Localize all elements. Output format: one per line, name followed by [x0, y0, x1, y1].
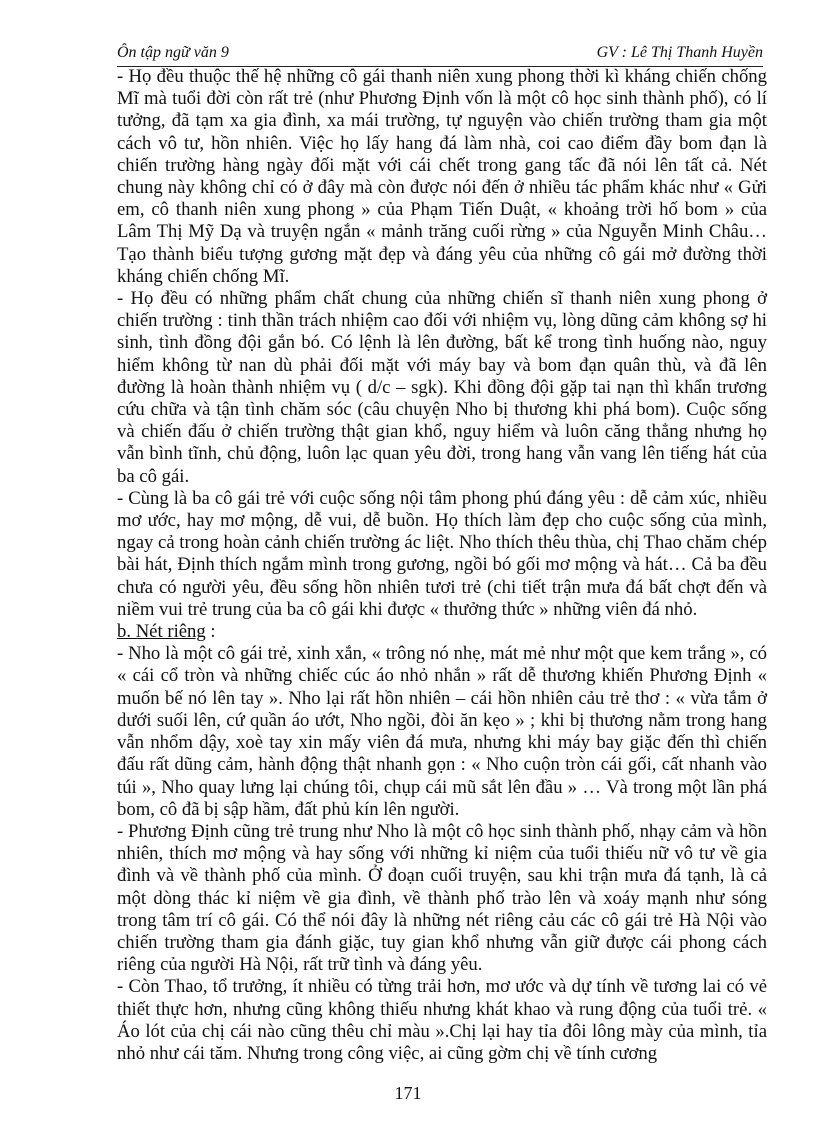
page-number: 171	[394, 1083, 422, 1103]
paragraph-5: - Phương Định cũng trẻ trung như Nho là một cô học sinh thành phố, nhạy cảm và hồn nhiên, thích mơ mộng và hay sống với những kỉ niệm của tuổi thiếu nữ vô tư về gia đình và về thành phố của mình. Ở đoạn cuối truyện, sau khi trận mưa đá tạnh, là cả một dòng thác kỉ niệm về gia đình, về thành phố trào lên và xoáy mạnh như sóng trong tâm trí cô gái. Có thể nói đây là những nét riêng cảu các cô gái trẻ Hà Nội vào chiến trường tham gia đánh giặc, tuy gian khổ nhưng vẫn giữ được cái phong cách riêng của người Hà Nội, rất trữ tình và đáng yêu.	[117, 820, 767, 976]
section-heading-line	[117, 621, 767, 643]
paragraph-6: - Còn Thao, tổ trưởng, ít nhiều có từng trải hơn, mơ ước và dự tính về tương lai có vẻ thiết thực hơn, nhưng cũng không thiếu nhưng khát khao và rung động của tuổi trẻ. « Áo lót của chị cái nào cũng thêu chỉ màu ».Chị lại hay tỉa đôi lông mày của mình, tỉa nhỏ như cái tăm. Nhưng trong công việc, ai cũng gờm chị về tính cương	[117, 976, 767, 1064]
paragraph-4: - Nho là một cô gái trẻ, xinh xắn, « trông nó nhẹ, mát mẻ như một que kem trắng », có « cái cổ tròn và những chiếc cúc áo nhỏ nhắn » rất dễ thương khiến Phương Định « muốn bế nó lên tay ». Nho lại rất hồn nhiên – cái hồn nhiên cảu trẻ thơ : « vừa tắm ở dưới suối lên, cứ quần áo ướt, Nho ngồi, đòi ăn kẹo » ; khi bị thương nằm trong hang vẫn nhổm dậy, xoè tay xin mấy viên đá mưa, nhưng khi máy bay giặc đến thì chiến đấu rất dũng cảm, hành động thật nhanh gọn : « Nho cuộn tròn cái gối, cất nhanh vào túi », Nho quay lưng lại chúng tôi, chụp cái mũ sắt lên đầu » … Và trong một lần phá bom, cô đã bị sập hầm, đất phủ kín lên người.	[117, 643, 767, 820]
document-body	[117, 66, 767, 1065]
paragraph-1: - Họ đều thuộc thế hệ những cô gái thanh niên xung phong thời kì kháng chiến chống Mĩ mà tuổi đời còn rất trẻ (như Phương Định vốn là một cô học sinh thành phố), có lí tưởng, đã tạm xa gia đình, xa mái trường, tự nguyện vào chiến trường tham gia một cách vô tư, hồn nhiên. Việc họ lấy hang đá làm nhà, coi cao điểm đầy bom đạn là chiến trường hàng ngày đối mặt với cái chết trong gang tấc đã nói lên tất cả. Nét chung này không chỉ có ở đây mà còn được nói đến ở nhiều tác phẩm khác như « Gửi em, cô thanh niên xung phong » của Phạm Tiến Duật, « khoảng trời hố bom » của Lâm Thị Mỹ Dạ và truyện ngắn « mảnh trăng cuối rừng » của Nguyễn Minh Châu… Tạo thành biểu tượng gương mặt đẹp và đáng yêu của những cô gái mở đường thời kháng chiến chống Mĩ.	[117, 66, 767, 287]
section-heading: b. Nét riêng	[117, 621, 206, 643]
header-teacher: GV : Lê Thị Thanh Huyền	[596, 44, 763, 61]
section-heading-suffix: :	[205, 621, 216, 643]
page-header	[117, 44, 763, 67]
paragraph-3: - Cùng là ba cô gái trẻ với cuộc sống nội tâm phong phú đáng yêu : dễ cảm xúc, nhiều mơ ước, hay mơ mộng, dễ vui, dễ buồn. Họ thích làm đẹp cho cuộc sống của mình, ngay cả trong hoàn cảnh chiến trường ác liệt. Nho thích thêu thùa, chị Thao chăm chép bài hát, Định thích ngắm mình trong gương, ngồi bó gối mơ mộng và hát… Cả ba đều chưa có người yêu, đều sống hồn nhiên tươi trẻ (chi tiết trận mưa đá bất chợt đến và niềm vui trẻ trung của ba cô gái khi được « thưởng thức » những viên đá nhỏ.	[117, 487, 767, 620]
paragraph-2: - Họ đều có những phẩm chất chung của những chiến sĩ thanh niên xung phong ở chiến trường : tinh thần trách nhiệm cao đối với nhiệm vụ, lòng dũng cảm không sợ hi sinh, tình đồng đội gắn bó. Có lệnh là lên đường, bất kể trong tình huống nào, nguy hiểm không từ nan dù phải đối mặt với máy bay và bom đạn quân thù, và đã lên đường là hoàn thành nhiệm vụ ( d/c – sgk). Khi đồng đội gặp tai nạn thì khẩn trương cứu chữa và tận tình chăm sóc (câu chuyện Nho bị thương khi phá bom). Cuộc sống và chiến đấu ở chiến trường thật gian khổ, nguy hiểm và luôn căng thẳng nhưng họ vẫn bình tĩnh, chủ động, luôn lạc quan yêu đời, trong hang vẫn vang lên tiếng hát của ba cô gái.	[117, 288, 767, 487]
header-subject: Ôn tập ngữ văn 9	[117, 44, 229, 61]
